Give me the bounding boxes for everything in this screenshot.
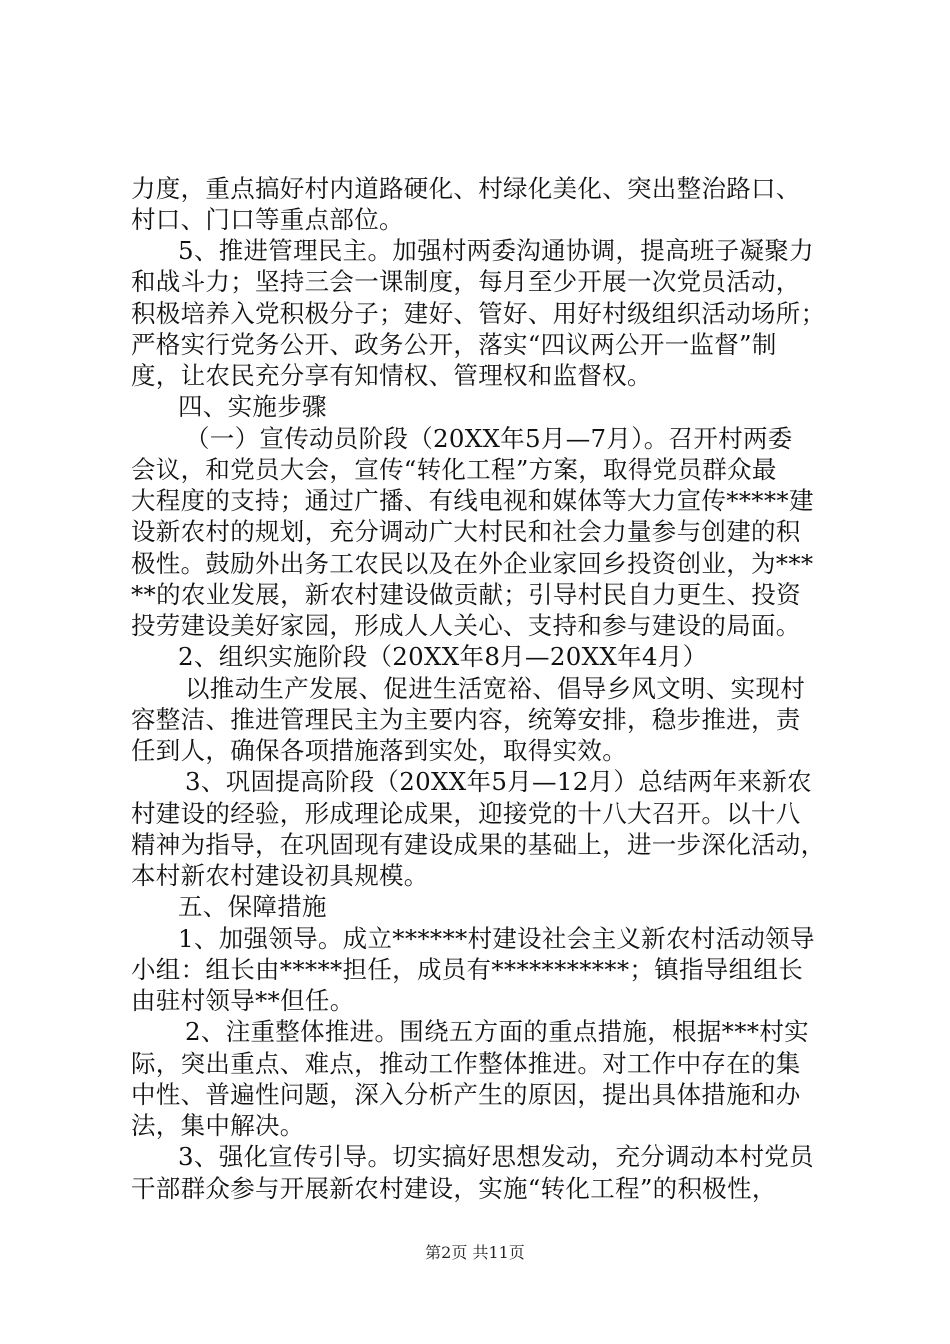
text-line: 由驻村领导**但任。: [131, 986, 355, 1015]
text-line: 际，突出重点、难点，推动工作整体推进。对工作中存在的集: [131, 1049, 801, 1078]
text-line: 任到人，确保各项措施落到实处，取得实效。: [131, 736, 627, 765]
text-line: 会议，和党员大会，宣传“转化工程”方案，取得党员群众最: [131, 455, 777, 484]
text-line: 5、推进管理民主。加强村两委沟通协调，提高班子凝聚力: [178, 236, 814, 265]
text-line: 村口、门口等重点部位。: [131, 205, 404, 234]
text-line: （一）宣传动员阶段（20XX年5月—7月）。召开村两委: [185, 424, 793, 453]
text-line: 3、巩固提高阶段（20XX年5月—12月）总结两年来新农: [185, 767, 812, 796]
text-line: **的农业发展，新农村建设做贡献；引导村民自力更生、投资: [131, 580, 801, 609]
text-line: 力度，重点搞好村内道路硬化、村绿化美化、突出整治路口、: [131, 174, 801, 203]
text-line: 精神为指导，在巩固现有建设成果的基础上，进一步深化活动，: [131, 830, 826, 859]
text-line: 中性、普遍性问题，深入分析产生的原因，提出具体措施和办: [131, 1080, 801, 1109]
text-line: 以推动生产发展、促进生活宽裕、倡导乡风文明、实现村: [185, 674, 805, 703]
text-line: 度，让农民充分享有知情权、管理权和监督权。: [131, 361, 652, 390]
text-line: 村建设的经验，形成理论成果，迎接党的十八大召开。以十八: [131, 799, 801, 828]
text-line: 2、注重整体推进。围绕五方面的重点措施，根据***村实: [185, 1017, 809, 1046]
text-line: 严格实行党务公开、政务公开，落实“四议两公开一监督”制: [131, 330, 777, 359]
text-line: 积极培养入党积极分子；建好、管好、用好村级组织活动场所；: [131, 299, 826, 328]
text-line: 投劳建设美好家园，形成人人关心、支持和参与建设的局面。: [131, 611, 801, 640]
text-line: 小组：组长由*****担任，成员有***********；镇指导组组长: [131, 955, 803, 984]
text-line: 1、加强领导。成立******村建设社会主义新农村活动领导: [178, 924, 815, 953]
text-line: 2、组织实施阶段（20XX年8月—20XX年4月）: [178, 642, 708, 671]
text-line: 干部群众参与开展新农村建设，实施“转化工程”的积极性，: [131, 1174, 777, 1203]
text-line: 本村新农村建设初具规模。: [131, 861, 429, 890]
text-line: 极性。鼓励外出务工农民以及在外企业家回乡投资创业，为***: [131, 549, 814, 578]
section-heading: 四、实施步骤: [178, 392, 327, 421]
text-line: 大程度的支持；通过广播、有线电视和媒体等大力宣传*****建: [131, 486, 814, 515]
page-number: 第2页 共11页: [425, 1243, 525, 1262]
text-line: 容整洁、推进管理民主为主要内容，统筹安排，稳步推进，责: [131, 705, 801, 734]
text-line: 法，集中解决。: [131, 1111, 305, 1140]
text-line: 设新农村的规划，充分调动广大村民和社会力量参与创建的积: [131, 517, 801, 546]
section-heading: 五、保障措施: [178, 892, 327, 921]
text-line: 和战斗力；坚持三会一课制度，每月至少开展一次党员活动，: [131, 267, 801, 296]
text-line: 3、强化宣传引导。切实搞好思想发动，充分调动本村党员: [178, 1142, 814, 1171]
